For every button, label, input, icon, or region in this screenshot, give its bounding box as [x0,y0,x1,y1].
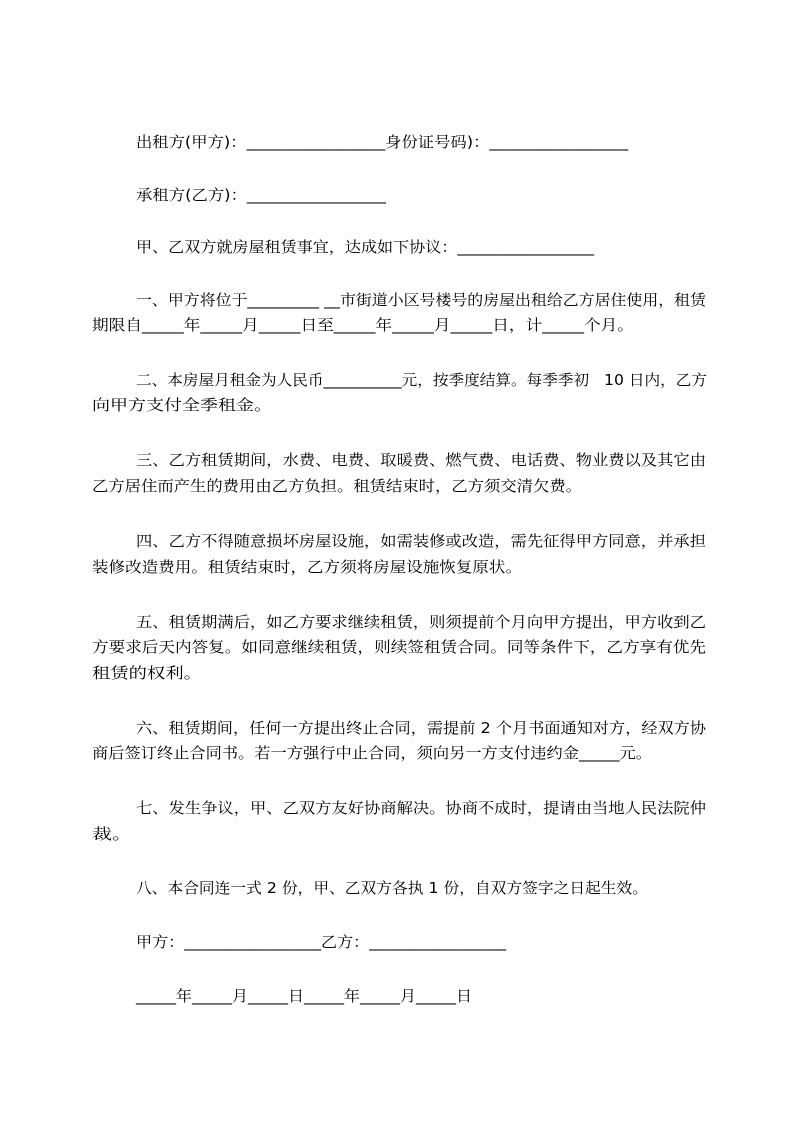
clause-8-line: 八、本合同连一式 2 份，甲、乙双方各执 1 份，自双方签字之日起生效。 [136,879,648,897]
clause-2-line-1: 二、本房屋月租金为人民币__________元，按季度结算。每季季初 10 日内，乙方 [136,371,707,389]
clause-2-line-2: 向甲方支付全季租金。 [92,396,272,414]
clause-6-line-2: 商后签订终止合同书。若一方强行中止合同，须向另一方支付违约金_____元。 [92,744,652,762]
clause-7-line-1: 七、发生争议，甲、乙双方友好协商解决。协商不成时，提请由当地人民法院仲 [136,799,706,817]
clause-3-line-2: 乙方居住而产生的费用由乙方负担。租赁结束时，乙方须交清欠费。 [92,477,582,495]
signature-line: 甲方：_________________乙方：_________________ [136,933,506,951]
clause-5-line-2: 方要求后天内答复。如同意继续租赁，则续签租赁合同。同等条件下，乙方享有优先 [92,638,706,656]
date-line: _____年_____月_____日_____年_____月_____日 [136,987,472,1005]
clause-4-line-1: 四、乙方不得随意损坏房屋设施，如需装修或改造，需先征得甲方同意，并承担 [136,532,706,550]
clause-1-line-1: 一、甲方将位于_________ __市街道小区号楼号的房屋出租给乙方居住使用，租赁 [136,291,706,309]
clause-7-line-2: 裁。 [92,825,132,843]
lessee-line: 承租方(乙方)：_________________ [136,186,386,204]
clause-1-line-2: 期限自_____年_____月_____日至_____年_____月_____日，计_____个月。 [92,316,634,334]
clause-4-line-2: 装修改造费用。租赁结束时，乙方须将房屋设施恢复原状。 [92,558,522,576]
clause-3-line-1: 三、乙方租赁期间，水费、电费、取暖费、燃气费、电话费、物业费以及其它由 [136,451,706,469]
clause-6-line-1: 六、租赁期间，任何一方提出终止合同，需提前 2 个月书面通知对方，经双方协 [136,719,706,737]
clause-5-line-1: 五、租赁期满后，如乙方要求继续租赁，则须提前个月向甲方提出，甲方收到乙 [136,613,706,631]
lessor-line: 出租方(甲方)：_________________身份证号码)：_________________ [136,133,628,151]
intro-line: 甲、乙双方就房屋租赁事宜，达成如下协议：_________________ [136,238,594,256]
clause-5-line-3: 租赁的权利。 [92,664,202,682]
